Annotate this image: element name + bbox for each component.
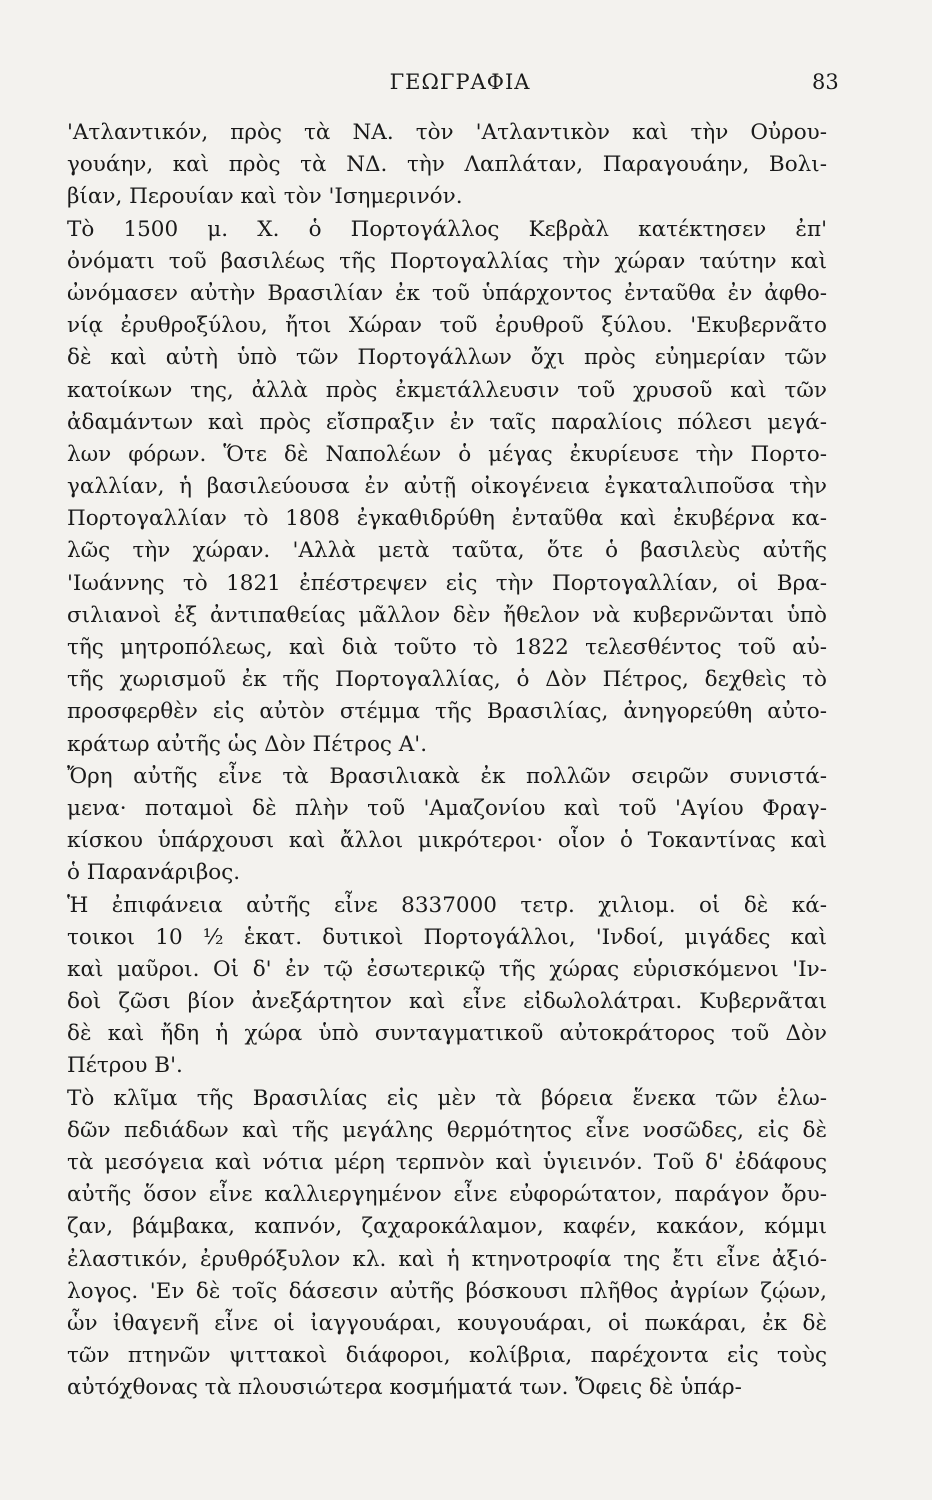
text-line: λογος. 'Εν δὲ τοῖς δάσεσιν αὐτῆς βόσκουσι πλῆθος ἀγρίων ζῴων, <box>67 1278 827 1304</box>
text-line: καὶ μαῦροι. Οἱ δ' ἐν τῷ ἐσωτερικῷ τῆς χώρας εὑρισκόμενοι 'Ιν- <box>67 956 827 982</box>
text-line: ὁ Παρανάριβος. <box>67 860 241 886</box>
text-line: τοικοι 10 ½ ἑκατ. δυτικοὶ Πορτογάλλοι, 'Ινδοί, μιγάδες καὶ <box>67 924 827 950</box>
text-line: κράτωρ αὐτῆς ὡς Δὸν Πέτρος Α'. <box>67 731 428 757</box>
text-line: ἐλαστικόν, ἐρυθρόξυλον κλ. καὶ ἡ κτηνοτροφία της ἔτι εἶνε ἀξιό- <box>67 1246 827 1272</box>
text-line: 'Ιωάννης τὸ 1821 ἐπέστρεψεν εἰς τὴν Πορτογαλλίαν, οἱ Βρα- <box>67 570 827 596</box>
running-head <box>0 70 932 100</box>
page-number: 83 <box>812 70 839 94</box>
body-text <box>67 117 827 1405</box>
text-line: δὲ καὶ ἤδη ἡ χώρα ὑπὸ συνταγματικοῦ αὐτοκράτορος τοῦ Δὸν <box>67 1021 827 1047</box>
page-title: ΓΕΩΓΡΑΦΙΑ <box>389 70 531 94</box>
text-line: τὰ μεσόγεια καὶ νότια μέρη τερπνὸν καὶ ὑγιεινόν. Τοῦ δ' ἐδάφους <box>67 1150 827 1175</box>
text-line: αὐτόχθονας τὰ πλουσιώτερα κοσμήματά των. Ὄφεις δὲ ὑπάρ- <box>67 1375 742 1401</box>
text-line: Πορτογαλλίαν τὸ 1808 ἐγκαθιδρύθη ἐνταῦθα καὶ ἐκυβέρνα κα- <box>67 506 827 532</box>
text-line: ὠνόμασεν αὐτὴν Βρασιλίαν ἐκ τοῦ ὑπάρχοντος ἐνταῦθα ἐν ἀφθο- <box>67 280 827 306</box>
text-line: βίαν, Περουίαν καὶ τὸν 'Ισημερινόν. <box>67 184 463 210</box>
text-line: δῶν πεδιάδων καὶ τῆς μεγάλης θερμότητος εἶνε νοσῶδες, εἰς δὲ <box>67 1117 827 1143</box>
text-line: κίσκου ὑπάρχουσι καὶ ἄλλοι μικρότεροι· οἷον ὁ Τοκαντίνας καὶ <box>67 828 827 854</box>
text-line: ἀδαμάντων καὶ πρὸς εἴσπραξιν ἐν ταῖς παραλίοις πόλεσι μεγά- <box>67 409 827 435</box>
text-line: αὐτῆς ὅσον εἶνε καλλιεργημένον εἶνε εὐφορώτατον, παράγον ὄρυ- <box>67 1182 827 1208</box>
text-line: ὧν ἰθαγενῆ εἶνε οἱ ἰαγγουάραι, κουγουάραι, οἱ πωκάραι, ἐκ δὲ <box>67 1310 827 1336</box>
text-line: σιλιανοὶ ἐξ ἀντιπαθείας μᾶλλον δὲν ἤθελον νὰ κυβερνῶνται ὑπὸ <box>67 602 827 628</box>
text-line: Ἡ ἐπιφάνεια αὐτῆς εἶνε 8337000 τετρ. χιλιομ. οἱ δὲ κά- <box>67 892 827 918</box>
text-line: ὀνόματι τοῦ βασιλέως τῆς Πορτογαλλίας τὴν χώραν ταύτην καὶ <box>67 248 827 274</box>
text-line: δὲ καὶ αὐτὴ ὑπὸ τῶν Πορτογάλλων ὄχι πρὸς εὐημερίαν τῶν <box>67 345 827 371</box>
text-line: Τὸ 1500 μ. Χ. ὁ Πορτογάλλος Κεβρὰλ κατέκτησεν ἐπ' <box>67 216 827 242</box>
text-line: Τὸ κλῖμα τῆς Βρασιλίας εἰς μὲν τὰ βόρεια ἕνεκα τῶν ἑλω- <box>67 1085 827 1111</box>
text-line: γαλλίαν, ἡ βασιλεύουσα ἐν αὐτῇ οἰκογένεια ἐγκαταλιποῦσα τὴν <box>67 474 827 500</box>
text-line: τῆς μητροπόλεως, καὶ διὰ τοῦτο τὸ 1822 τελεσθέντος τοῦ αὐ- <box>67 635 827 660</box>
text-line: γουάην, καὶ πρὸς τὰ ΝΔ. τὴν Λαπλάταν, Παραγουάην, Βολι- <box>67 152 827 178</box>
text-line: Πέτρου Β'. <box>67 1053 183 1079</box>
text-line: κατοίκων της, ἀλλὰ πρὸς ἐκμετάλλευσιν τοῦ χρυσοῦ καὶ τῶν <box>67 377 827 403</box>
text-line: 'Ατλαντικόν, πρὸς τὰ ΝΑ. τὸν 'Ατλαντικὸν καὶ τὴν Οὐρου- <box>67 120 827 145</box>
text-line: τῆς χωρισμοῦ ἐκ τῆς Πορτογαλλίας, ὁ Δὸν Πέτρος, δεχθεὶς τὸ <box>67 667 827 693</box>
text-line: λῶς τὴν χώραν. 'Αλλὰ μετὰ ταῦτα, ὅτε ὁ βασιλεὺς αὐτῆς <box>67 538 827 564</box>
text-line: λων φόρων. Ὅτε δὲ Ναπολέων ὁ μέγας ἐκυρίευσε τὴν Πορτο- <box>67 441 827 467</box>
text-line: νίᾳ ἐρυθροξύλου, ἤτοι Χώραν τοῦ ἐρυθροῦ ξύλου. 'Εκυβερνᾶτο <box>67 313 827 339</box>
text-line: δοὶ ζῶσι βίον ἀνεξάρτητον καὶ εἶνε εἰδωλολάτραι. Κυβερνᾶται <box>67 989 827 1015</box>
text-line: προσφερθὲν εἰς αὐτὸν στέμμα τῆς Βρασιλίας, ἀνηγορεύθη αὐτο- <box>67 699 827 725</box>
text-line: ζαν, βάμβακα, καπνόν, ζαχαροκάλαμον, καφέν, κακάον, κόμμι <box>67 1214 827 1240</box>
text-line: τῶν πτηνῶν ψιττακοὶ διάφοροι, κολίβρια, παρέχοντα εἰς τοὺς <box>67 1343 827 1369</box>
text-line: μενα· ποταμοὶ δὲ πλὴν τοῦ 'Αμαζονίου καὶ τοῦ 'Αγίου Φραγ- <box>67 795 827 821</box>
text-line: Ὄρη αὐτῆς εἶνε τὰ Βρασιλιακὰ ἐκ πολλῶν σειρῶν συνιστά- <box>67 763 827 789</box>
